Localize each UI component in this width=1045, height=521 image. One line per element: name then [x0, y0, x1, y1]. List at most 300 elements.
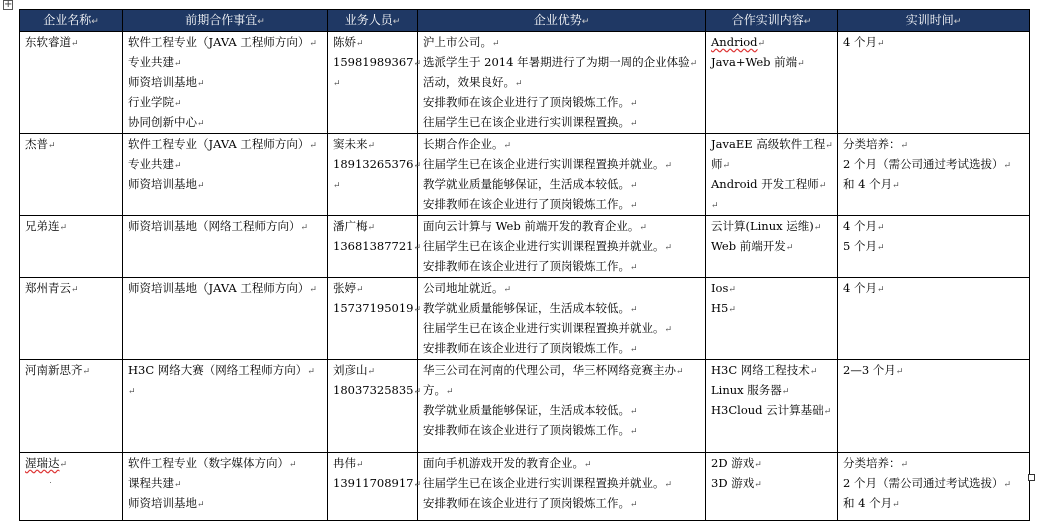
cell-text-line — [423, 93, 700, 113]
cell-text: 4 个月 — [843, 281, 877, 295]
cell-text-line — [423, 361, 700, 381]
cell-text: 窦未来 — [333, 137, 368, 151]
paragraph-mark-icon: ↵ — [823, 407, 832, 417]
cell-text: 潘广梅 — [333, 219, 368, 233]
cell-text-line — [333, 175, 412, 195]
cell-text-line — [423, 53, 700, 73]
column-header-label: 企业名称 — [43, 13, 92, 27]
paragraph-mark-icon: ↵ — [1003, 161, 1012, 171]
cell-text-line — [128, 113, 322, 133]
cell-text-line — [25, 279, 117, 299]
paragraph-mark-icon: ↵ — [711, 201, 719, 211]
paragraph-mark-icon: ↵ — [503, 285, 512, 295]
cell-text: 师资培训基地 — [128, 75, 197, 89]
cell-text: 沪上市公司。 — [423, 35, 492, 49]
cell-text-line — [843, 237, 1024, 257]
paragraph-mark-icon: ↵ — [257, 17, 265, 27]
cell-text: 活动，效果良好。 — [423, 75, 515, 89]
paragraph-mark-icon: ↵ — [892, 181, 900, 191]
column-header-staff — [328, 10, 418, 32]
paragraph-mark-icon: ↵ — [174, 59, 182, 69]
cell-text-line — [128, 155, 322, 175]
paragraph-mark-icon: ↵ — [48, 141, 56, 151]
cell-text: 陈娇 — [333, 35, 356, 49]
cell-text: 河南新思齐 — [25, 363, 83, 377]
cell-text-line — [423, 257, 700, 277]
paragraph-mark-icon: ↵ — [1003, 480, 1012, 490]
cell-text-line — [843, 155, 1024, 175]
training-content-cell[interactable] — [706, 278, 838, 360]
cell-text-line — [423, 155, 700, 175]
cell-text: 行业学院 — [128, 95, 174, 109]
cell-text-line — [128, 135, 322, 155]
cell-text-line — [128, 381, 322, 401]
cell-text: 软件工程专业（JAVA 工程师方向） — [128, 137, 310, 151]
cell-text: 专业共建 — [128, 157, 174, 171]
cell-text: 往届学生已在该企业进行实训课程置换并就业。 — [423, 239, 665, 253]
paragraph-mark-icon: ↵ — [900, 141, 909, 151]
paragraph-mark-icon: ↵ — [639, 223, 647, 233]
cell-text: 安排教师在该企业进行了顶岗锻炼工作。 — [423, 496, 630, 510]
cell-text-line — [128, 494, 322, 514]
paragraph-mark-icon: ↵ — [367, 367, 376, 377]
company-name-cell[interactable] — [20, 278, 123, 360]
cell-text: 4 个月 — [843, 35, 877, 49]
cell-text: 往届学生已在该企业进行实训课程置换并就业。 — [423, 157, 665, 171]
header-row — [20, 10, 1030, 32]
cell-text: H5 — [711, 301, 729, 315]
paragraph-mark-icon: ↵ — [754, 480, 762, 490]
paragraph-mark-icon: ↵ — [174, 480, 182, 490]
paragraph-mark-icon: ↵ — [895, 367, 904, 377]
cell-text: 专业共建 — [128, 55, 174, 69]
cell-text-line — [333, 381, 422, 401]
cell-text-line — [711, 155, 832, 175]
cell-text-line — [333, 73, 412, 93]
paragraph-mark-icon: ↵ — [492, 39, 500, 49]
column-header-content — [706, 10, 838, 32]
paragraph-mark-icon: ↵ — [289, 460, 297, 470]
advantage-cell[interactable] — [418, 32, 706, 134]
cell-text-line — [423, 421, 700, 441]
paragraph-mark-icon: ↵ — [82, 367, 91, 377]
paragraph-mark-icon: ↵ — [630, 119, 638, 129]
cell-text-line — [711, 299, 832, 319]
advantage-cell[interactable] — [418, 278, 706, 360]
cell-text: 2D 游戏 — [711, 456, 755, 470]
cell-text: 13681387721 — [333, 239, 414, 253]
paragraph-mark-icon: ↵ — [676, 367, 684, 377]
paragraph-mark-icon: ↵ — [664, 480, 673, 490]
cell-text-line — [128, 454, 322, 474]
cell-text-line — [128, 175, 322, 195]
cell-text: JavaEE 高级软件工程 — [711, 137, 826, 151]
cooperation-cell[interactable] — [123, 360, 328, 453]
paragraph-mark-icon: ↵ — [91, 17, 99, 27]
cooperation-cell[interactable] — [123, 134, 328, 216]
paragraph-mark-icon: ↵ — [413, 161, 422, 171]
staff-cell[interactable] — [328, 32, 422, 134]
column-header-label: 企业优势 — [533, 13, 582, 27]
cell-text: 安排教师在该企业进行了顶岗锻炼工作。 — [423, 95, 630, 109]
paragraph-mark-icon: ↵ — [876, 243, 885, 253]
cell-text-line — [423, 135, 700, 155]
paragraph-mark-icon: ↵ — [413, 480, 422, 490]
cell-text: 3D 游戏 — [711, 476, 755, 490]
paragraph-mark-icon: ↵ — [630, 305, 638, 315]
cell-text-line — [423, 113, 700, 133]
company-name-cell[interactable] — [20, 360, 123, 453]
cell-text: 安排教师在该企业进行了顶岗锻炼工作。 — [423, 423, 630, 437]
staff-cell[interactable] — [328, 134, 422, 216]
cell-text: Web 前端开发 — [711, 239, 786, 253]
cell-text-line — [423, 494, 700, 514]
cell-text: 4 个月 — [843, 219, 877, 233]
cell-text: 师 — [711, 157, 723, 171]
cell-text: 2 个月（需公司通过考试选拔） — [843, 157, 1004, 171]
column-header-time — [838, 10, 1030, 32]
cell-text-line — [711, 217, 832, 237]
paragraph-mark-icon: ↵ — [728, 305, 736, 315]
cell-text-line — [711, 474, 832, 494]
paragraph-mark-icon: ↵ — [689, 59, 698, 69]
staff-cell[interactable] — [328, 453, 422, 521]
staff-cell[interactable] — [328, 216, 422, 278]
cooperation-table — [19, 9, 1030, 521]
column-header-label: 业务人员 — [344, 13, 393, 27]
cell-text: 15981989367 — [333, 55, 414, 69]
cell-text: H3Cloud 云计算基础 — [711, 403, 824, 417]
paragraph-mark-icon: ↵ — [781, 387, 790, 397]
company-name-cell[interactable] — [20, 32, 123, 134]
paragraph-mark-icon: ↵ — [174, 161, 182, 171]
table-body — [20, 32, 1030, 521]
paragraph-mark-icon: ↵ — [803, 17, 812, 27]
paragraph-mark-icon: ↵ — [300, 223, 309, 233]
paragraph-mark-icon: ↵ — [356, 39, 364, 49]
cell-text: 面向手机游戏开发的教育企业。 — [423, 456, 584, 470]
cell-text: H3C 网络工程技术 — [711, 363, 810, 377]
column-header-label: 实训时间 — [905, 13, 954, 27]
advantage-cell[interactable] — [418, 134, 706, 216]
cell-text-line — [423, 195, 700, 215]
cell-text: 13911708917 — [333, 476, 414, 490]
training-content-cell[interactable] — [706, 360, 838, 453]
cell-text-line — [843, 217, 1024, 237]
table-row — [20, 278, 1030, 360]
cell-text: 软件工程专业（JAVA 工程师方向） — [128, 35, 310, 49]
cell-text-line — [711, 135, 832, 155]
cell-text: 公司地址就近。 — [423, 281, 504, 295]
paragraph-mark-icon: ↵ — [630, 427, 638, 437]
training-time-cell[interactable] — [838, 216, 1030, 278]
training-content-cell[interactable] — [706, 453, 838, 521]
cell-text-line — [843, 361, 1024, 381]
advantage-cell[interactable] — [418, 216, 706, 278]
company-name-cell[interactable] — [20, 453, 123, 521]
cell-text: H3C 网络大赛（网络工程师方向） — [128, 363, 308, 377]
cell-text: 安排教师在该企业进行了顶岗锻炼工作。 — [423, 197, 630, 211]
paragraph-mark-icon: ↵ — [664, 161, 673, 171]
paragraph-mark-icon: ↵ — [333, 79, 341, 89]
paragraph-mark-icon: ↵ — [367, 141, 376, 151]
paragraph-mark-icon: ↵ — [809, 367, 818, 377]
cell-text-line — [333, 474, 422, 494]
column-header-coop — [123, 10, 328, 32]
paragraph-mark-icon: ↵ — [876, 285, 885, 295]
paragraph-mark-icon: ↵ — [630, 201, 638, 211]
cell-text-line — [333, 53, 422, 73]
paragraph-mark-icon: ↵ — [128, 387, 136, 397]
cell-text-line — [423, 175, 700, 195]
cell-text-line — [333, 454, 412, 474]
cell-text-line — [128, 33, 322, 53]
cell-text: 师资培训基地 — [128, 496, 197, 510]
cell-text: 课程共建 — [128, 476, 174, 490]
paragraph-mark-icon: ↵ — [197, 500, 205, 510]
cell-text-line — [843, 175, 1024, 195]
cell-text-line — [423, 474, 700, 494]
training-time-cell[interactable] — [838, 278, 1030, 360]
paragraph-mark-icon: ↵ — [413, 59, 422, 69]
cell-text: 方。 — [423, 383, 446, 397]
cell-text-line — [423, 217, 700, 237]
paragraph-mark-icon: ↵ — [876, 223, 885, 233]
company-name-cell[interactable] — [20, 134, 123, 216]
table-row — [20, 360, 1030, 453]
paragraph-mark-icon: ↵ — [630, 263, 638, 273]
cell-text-line — [25, 454, 117, 474]
cell-text: 安排教师在该企业进行了顶岗锻炼工作。 — [423, 341, 630, 355]
cell-text-line — [843, 494, 1024, 514]
cell-text: 往届学生已在该企业进行实训课程置换并就业。 — [423, 476, 665, 490]
cell-text: 教学就业质量能够保证，生活成本较低。 — [423, 177, 630, 191]
cell-text: 往届学生已在该企业进行实训课程置换。 — [423, 115, 630, 129]
cell-text-line — [423, 73, 700, 93]
paragraph-mark-icon: ↵ — [333, 181, 341, 191]
paragraph-mark-icon: ↵ — [197, 181, 205, 191]
paragraph-mark-icon: ↵ — [630, 500, 638, 510]
cell-text-line — [711, 33, 832, 53]
training-time-cell[interactable] — [838, 32, 1030, 134]
cell-text-line — [128, 53, 322, 73]
paragraph-mark-icon: ↵ — [722, 161, 731, 171]
cursor-dot — [50, 482, 51, 483]
cell-text: Android 开发工程师 — [711, 177, 819, 191]
table-move-handle-icon[interactable]: + — [4, 0, 13, 10]
staff-cell[interactable] — [328, 278, 422, 360]
paragraph-mark-icon: ↵ — [892, 500, 900, 510]
cell-text-line — [423, 237, 700, 257]
training-content-cell[interactable] — [706, 216, 838, 278]
paragraph-mark-icon: ↵ — [413, 387, 422, 397]
cooperation-cell[interactable] — [123, 32, 328, 134]
training-content-cell[interactable] — [706, 32, 838, 134]
cell-text-line — [423, 454, 700, 474]
paragraph-mark-icon: ↵ — [503, 141, 512, 151]
cell-text: 15737195019 — [333, 301, 414, 315]
cell-text-line — [711, 361, 832, 381]
cell-text: 安排教师在该企业进行了顶岗锻炼工作。 — [423, 259, 630, 273]
cell-text-line — [423, 299, 700, 319]
cell-text-line — [333, 135, 412, 155]
company-name-cell[interactable] — [20, 216, 123, 278]
cell-text: 师资培训基地（网络工程师方向） — [128, 219, 301, 233]
column-header-name — [20, 10, 123, 32]
cell-text-line — [711, 401, 832, 421]
paragraph-mark-icon: ↵ — [953, 17, 962, 27]
cell-text-line — [128, 73, 322, 93]
paragraph-mark-icon: ↵ — [413, 305, 422, 315]
paragraph-mark-icon: ↵ — [356, 460, 364, 470]
cell-text: 5 个月 — [843, 239, 877, 253]
paragraph-mark-icon: ↵ — [309, 285, 317, 295]
paragraph-mark-icon: ↵ — [876, 39, 885, 49]
paragraph-mark-icon: ↵ — [797, 59, 805, 69]
cooperation-cell[interactable] — [123, 216, 328, 278]
cell-text: 杰普 — [25, 137, 48, 151]
cell-text: 郑州青云 — [25, 281, 71, 295]
cell-text-line — [333, 217, 412, 237]
cell-text: 和 4 个月 — [843, 496, 893, 510]
paragraph-mark-icon: ↵ — [309, 39, 317, 49]
advantage-cell[interactable] — [418, 453, 706, 521]
cell-text: 和 4 个月 — [843, 177, 893, 191]
cell-text: 兄弟连 — [25, 219, 60, 233]
table-resize-handle-icon[interactable] — [1028, 474, 1035, 481]
cell-text: 教学就业质量能够保证，生活成本较低。 — [423, 403, 630, 417]
paragraph-mark-icon: ↵ — [392, 17, 401, 27]
paragraph-mark-icon: ↵ — [818, 181, 827, 191]
cell-text-line — [333, 155, 422, 175]
cell-text-line — [333, 279, 412, 299]
cell-text-line — [843, 454, 1024, 474]
paragraph-mark-icon: ↵ — [664, 325, 673, 335]
paragraph-mark-icon: ↵ — [515, 79, 523, 89]
cell-text-line — [843, 474, 1024, 494]
cell-text: 分类培养： — [843, 456, 901, 470]
table-row — [20, 453, 1030, 521]
cell-text: 师资培训基地（JAVA 工程师方向） — [128, 281, 310, 295]
cell-text: 云计算(Linux 运维) — [711, 219, 814, 233]
paragraph-mark-icon: ↵ — [630, 345, 638, 355]
table-row — [20, 134, 1030, 216]
cell-text: 刘彦山 — [333, 363, 368, 377]
paragraph-mark-icon: ↵ — [630, 99, 638, 109]
paragraph-mark-icon: ↵ — [584, 460, 592, 470]
staff-cell[interactable] — [328, 360, 422, 453]
cell-text: 协同创新中心 — [128, 115, 197, 129]
cell-text: 渥瑞达 — [25, 456, 60, 470]
cell-text: 师资培训基地 — [128, 177, 197, 191]
cell-text: 教学就业质量能够保证，生活成本较低。 — [423, 301, 630, 315]
paragraph-mark-icon: ↵ — [174, 99, 182, 109]
cell-text-line — [333, 361, 412, 381]
column-header-label: 合作实训内容 — [731, 13, 804, 27]
paragraph-mark-icon: ↵ — [71, 39, 79, 49]
column-header-adv — [418, 10, 706, 32]
cell-text-line — [333, 237, 422, 257]
cell-text: 面向云计算与 Web 前端开发的教育企业。 — [423, 219, 640, 233]
paragraph-mark-icon: ↵ — [728, 285, 736, 295]
paragraph-mark-icon: ↵ — [581, 17, 590, 27]
training-time-cell[interactable] — [838, 360, 1030, 453]
cell-text-line — [333, 33, 412, 53]
cell-text-line — [711, 381, 832, 401]
paragraph-mark-icon: ↵ — [197, 119, 205, 129]
training-content-cell[interactable] — [706, 134, 838, 216]
cell-text-line — [711, 195, 832, 215]
paragraph-mark-icon: ↵ — [413, 243, 422, 253]
cell-text: Andriod — [711, 35, 758, 49]
cell-text-line — [25, 33, 117, 53]
advantage-cell[interactable] — [418, 360, 706, 453]
cell-text: Java+Web 前端 — [711, 55, 798, 69]
cell-text-line — [25, 135, 117, 155]
cell-text: 往届学生已在该企业进行实训课程置换并就业。 — [423, 321, 665, 335]
cell-text: 冉伟 — [333, 456, 356, 470]
paragraph-mark-icon: ↵ — [71, 285, 79, 295]
cell-text-line — [843, 33, 1024, 53]
cell-text: 2 个月（需公司通过考试选拔） — [843, 476, 1004, 490]
cell-text-line — [423, 319, 700, 339]
paragraph-mark-icon: ↵ — [356, 285, 364, 295]
paragraph-mark-icon: ↵ — [309, 141, 317, 151]
cell-text-line — [711, 53, 832, 73]
cell-text-line — [711, 175, 832, 195]
paragraph-mark-icon: ↵ — [813, 223, 822, 233]
cell-text-line — [423, 279, 700, 299]
training-time-cell[interactable] — [838, 453, 1030, 521]
cell-text-line — [843, 135, 1024, 155]
cell-text: 18913265376 — [333, 157, 414, 171]
column-header-label: 前期合作事宜 — [185, 13, 258, 27]
cell-text: 张婷 — [333, 281, 356, 295]
cell-text-line — [843, 279, 1024, 299]
cell-text: 2—3 个月 — [843, 363, 896, 377]
paragraph-mark-icon: ↵ — [446, 387, 454, 397]
paragraph-mark-icon: ↵ — [59, 460, 68, 470]
cell-text: Ios — [711, 281, 729, 295]
paragraph-mark-icon: ↵ — [197, 79, 205, 89]
cell-text-line — [423, 33, 700, 53]
paragraph-mark-icon: ↵ — [630, 407, 638, 417]
paragraph-mark-icon: ↵ — [825, 141, 833, 151]
cell-text-line — [128, 217, 322, 237]
cell-text-line — [25, 361, 117, 381]
cell-text-line — [711, 237, 832, 257]
table-row — [20, 216, 1030, 278]
cell-text: 18037325835 — [333, 383, 414, 397]
cell-text-line — [423, 339, 700, 359]
cooperation-cell[interactable] — [123, 453, 328, 521]
cell-text-line — [711, 279, 832, 299]
paragraph-mark-icon: ↵ — [664, 243, 673, 253]
cell-text-line — [128, 361, 322, 381]
cell-text-line — [128, 279, 322, 299]
cell-text: 选派学生于 2014 年暑期进行了为期一周的企业体验 — [423, 55, 690, 69]
cell-text-line — [423, 401, 700, 421]
training-time-cell[interactable] — [838, 134, 1030, 216]
cell-text-line — [128, 474, 322, 494]
table-row — [20, 32, 1030, 134]
cooperation-cell[interactable] — [123, 278, 328, 360]
cell-text-line — [711, 454, 832, 474]
paragraph-mark-icon: ↵ — [59, 223, 68, 233]
paragraph-mark-icon: ↵ — [630, 181, 638, 191]
paragraph-mark-icon: ↵ — [307, 367, 315, 377]
cell-text: 长期合作企业。 — [423, 137, 504, 151]
